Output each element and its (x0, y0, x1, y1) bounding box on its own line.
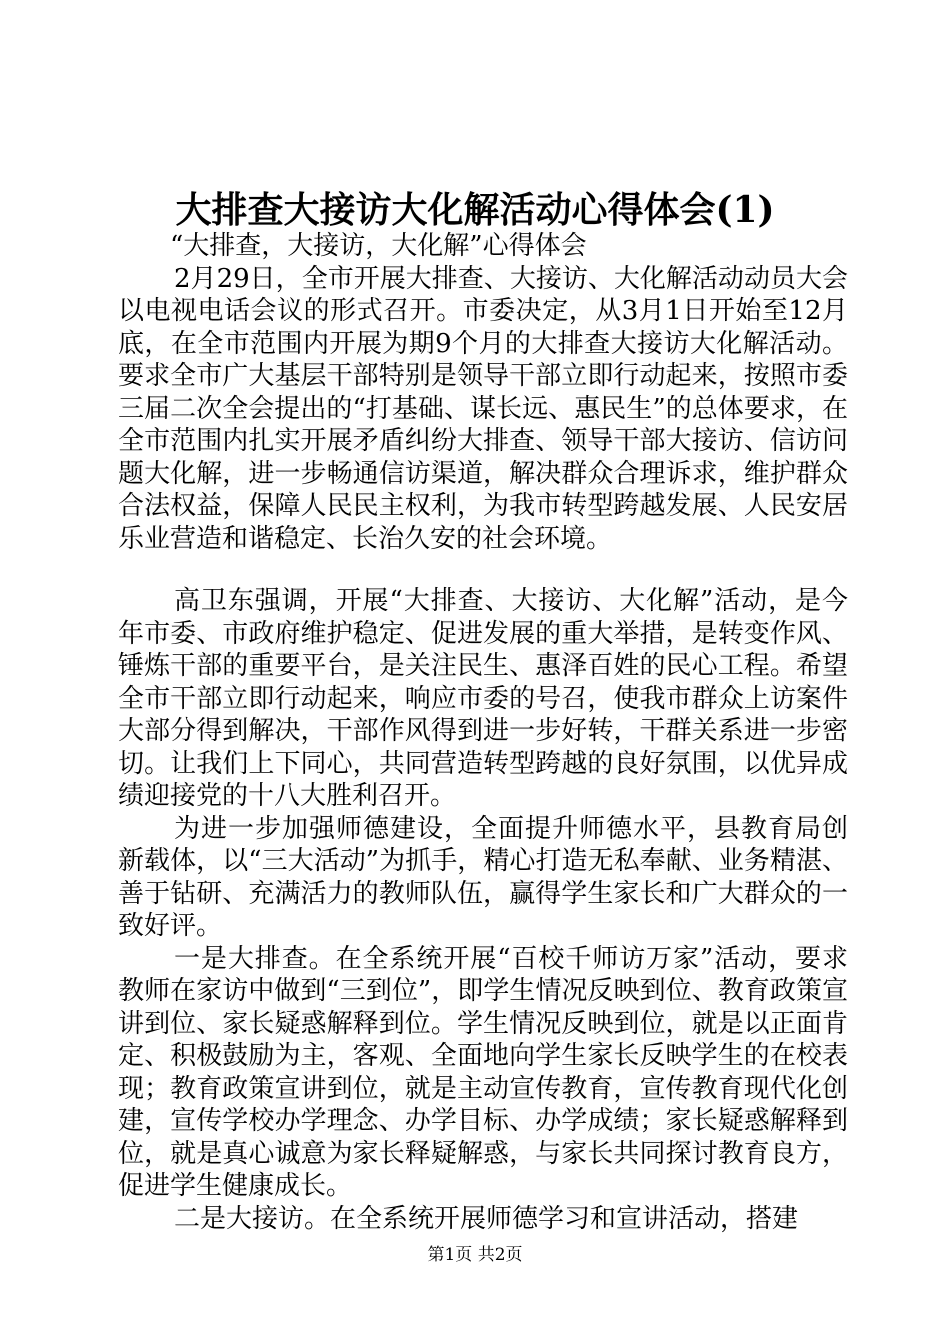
page-footer: 第1页 共2页 (427, 1245, 523, 1265)
paragraph-2: 高卫东强调，开展“大排查、大接访、大化解”活动，是今年市委、市政府维护稳定、促进发展的重大举措，是转变作风、锤炼干部的重要平台，是关注民生、惠泽百姓的民心工程。希望全市干部立即行动起来，响应市委的号召，使我市群众上访案件大部分得到解决，干部作风得到进一步好转，干群关系进一步密切。让我们上下同心，共同营造转型跨越的良好氛围，以优异成绩迎接党的十八大胜利召开。 (118, 586, 848, 811)
paragraph-4: 一是大排查。在全系统开展“百校千师访万家”活动，要求教师在家访中做到“三到位”，即学生情况反映到位、教育政策宣讲到位、家长疑惑解释到位。学生情况反映到位，就是以正面肯定、积极鼓励为主，客观、全面地向学生家长反映学生的在校表现；教育政策宣讲到位，就是主动宣传教育，宣传教育现代化创建，宣传学校办学理念、办学目标、办学成绩；家长疑惑解释到位，就是真心诚意为家长释疑解惑，与家长共同探讨教育良方，促进学生健康成长。 (118, 943, 848, 1201)
document-subtitle: “大排查，大接访，大化解”心得体会 (170, 231, 587, 261)
paragraph-3: 为进一步加强师德建设，全面提升师德水平，县教育局创新载体，以“三大活动”为抓手，精心打造无私奉献、业务精湛、善于钻研、充满活力的教师队伍，赢得学生家长和广大群众的一致好评。 (118, 813, 848, 941)
paragraph-1: 2月29日，全市开展大排查、大接访、大化解活动动员大会以电视电话会议的形式召开。市委决定，从3月1日开始至12月底，在全市范围内开展为期9个月的大排查大接访大化解活动。要求全市广大基层干部特别是领导干部立即行动起来，按照市委三届二次全会提出的“打基础、谋长远、惠民生”的总体要求，在全市范围内扎实开展矛盾纠纷大排查、领导干部大接访、信访问题大化解，进一步畅通信访渠道，解决群众合理诉求，维护群众合法权益，保障人民民主权利，为我市转型跨越发展、人民安居乐业营造和谐稳定、长治久安的社会环境。 (118, 263, 848, 554)
paragraph-5: 二是大接访。在全系统开展师德学习和宣讲活动，搭建 (174, 1203, 799, 1234)
document-title: 大排查大接访大化解活动心得体会(1) (175, 189, 775, 231)
document-body (118, 230, 848, 1235)
